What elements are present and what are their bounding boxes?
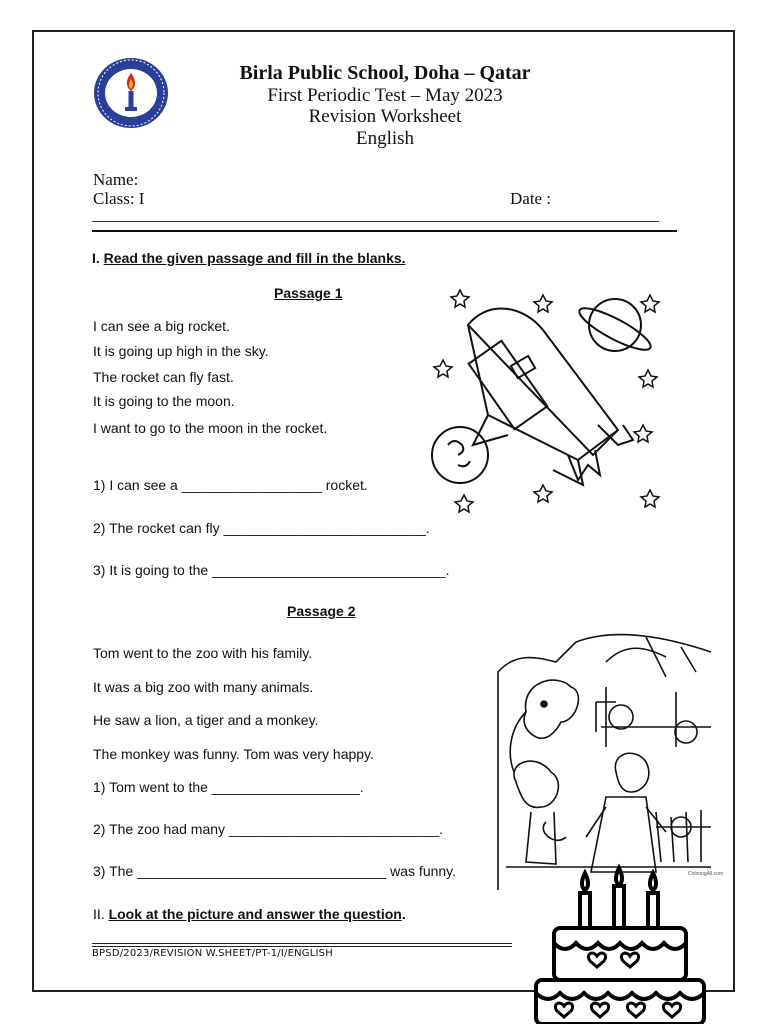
test-title: First Periodic Test – May 2023 xyxy=(267,85,503,106)
question: 1) I can see a __________________ rocket. xyxy=(93,477,368,493)
date-label: Date : xyxy=(510,189,552,208)
question: 1) Tom went to the ___________________. xyxy=(93,779,364,795)
question: 2) The rocket can fly __________________________. xyxy=(93,520,430,536)
section-title: Look at the picture and answer the question xyxy=(108,906,402,922)
question: 3) It is going to the ______________________________. xyxy=(93,562,450,578)
zoo-illustration xyxy=(496,632,724,890)
heading-period: . xyxy=(401,906,406,922)
worksheet-title: Revision Worksheet xyxy=(308,106,462,127)
section-title: Read the given passage and fill in the blanks. xyxy=(103,250,406,266)
passage-line: The rocket can fly fast. xyxy=(93,369,234,385)
footer-divider xyxy=(92,946,512,947)
name-label: Name: xyxy=(93,170,139,189)
passage-line: The monkey was funny. Tom was very happy. xyxy=(93,746,374,762)
divider-line xyxy=(92,221,659,222)
passage-1-title: Passage 1 xyxy=(274,285,343,301)
passage-line: He saw a lion, a tiger and a monkey. xyxy=(93,712,319,728)
school-name: Birla Public School, Doha – Qatar xyxy=(239,62,531,84)
school-logo xyxy=(92,55,170,131)
subject-title: English xyxy=(355,128,415,149)
question: 3) The ________________________________ was funny. xyxy=(93,863,457,879)
passage-2-title: Passage 2 xyxy=(287,603,356,619)
section-1-heading xyxy=(92,250,406,266)
section-number: I. xyxy=(92,250,100,266)
birthday-cake-illustration xyxy=(512,868,712,1024)
passage-line: I can see a big rocket. xyxy=(93,318,230,334)
passage-line: It is going up high in the sky. xyxy=(93,343,269,359)
passage-line: Tom went to the zoo with his family. xyxy=(93,645,313,661)
section-2-heading xyxy=(93,906,406,922)
footer-code: BPSD/2023/REVISION W.SHEET/PT-1/I/ENGLISH xyxy=(92,948,333,959)
passage-line: It is going to the moon. xyxy=(93,393,235,409)
rocket-illustration xyxy=(428,285,668,510)
footer-divider xyxy=(92,943,512,944)
divider-line xyxy=(92,230,677,232)
passage-line: It was a big zoo with many animals. xyxy=(93,679,314,695)
class-label: Class: I xyxy=(93,189,145,208)
section-number: II. xyxy=(93,906,105,922)
image-credit: ColoringAll.com xyxy=(688,871,724,877)
passage-line: I want to go to the moon in the rocket. xyxy=(93,420,328,436)
question: 2) The zoo had many ___________________________. xyxy=(93,821,444,837)
